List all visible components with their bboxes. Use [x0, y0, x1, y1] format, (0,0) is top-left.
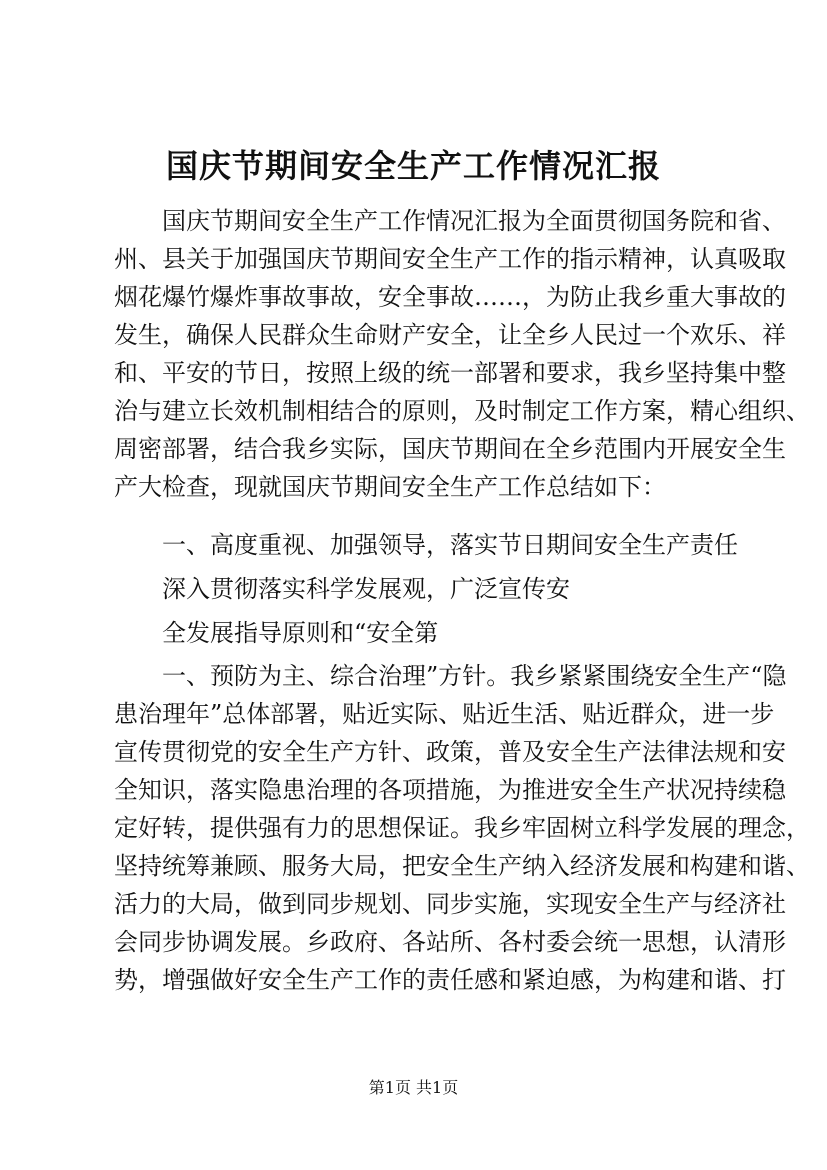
page-footer: 第1页 共1页	[368, 1078, 459, 1097]
body-line: 产大检查，现就国庆节期间安全生产工作总结如下：	[114, 473, 666, 501]
body-line: 和、平安的节日，按照上级的统一部署和要求，我乡坚持集中整	[114, 359, 786, 387]
body-line: 发生，确保人民群众生命财产安全，让全乡人民过一个欢乐、祥	[114, 321, 786, 349]
body-line: 深入贯彻落实科学发展观，广泛宣传安	[162, 575, 570, 603]
section-heading: 一、高度重视、加强领导，落实节日期间安全生产责任	[162, 531, 738, 559]
body-line: 全发展指导原则和“安全第	[162, 619, 439, 647]
body-line: 治与建立长效机制相结合的原则，及时制定工作方案，精心组织、	[114, 397, 810, 425]
body-line: 州、县关于加强国庆节期间安全生产工作的指示精神，认真吸取	[114, 245, 786, 273]
body-line: 会同步协调发展。乡政府、各站所、各村委会统一思想，认清形	[114, 928, 786, 956]
body-line: 活力的大局，做到同步规划、同步实施，实现安全生产与经济社	[114, 890, 786, 918]
body-line: 势，增强做好安全生产工作的责任感和紧迫感，为构建和谐、打	[114, 966, 786, 994]
document-title: 国庆节期间安全生产工作情况汇报	[165, 147, 661, 185]
body-line: 定好转，提供强有力的思想保证。我乡牢固树立科学发展的理念，	[114, 814, 810, 842]
body-line: 烟花爆竹爆炸事故事故，安全事故……，为防止我乡重大事故的	[114, 283, 786, 311]
body-line: 坚持统筹兼顾、服务大局，把安全生产纳入经济发展和构建和谐、	[114, 852, 810, 880]
body-line: 周密部署，结合我乡实际，国庆节期间在全乡范围内开展安全生	[114, 435, 786, 463]
body-line: 全知识，落实隐患治理的各项措施，为推进安全生产状况持续稳	[114, 776, 786, 804]
body-line: 一、预防为主、综合治理”方针。我乡紧紧围绕安全生产“隐	[162, 662, 787, 690]
body-line: 宣传贯彻党的安全生产方针、政策，普及安全生产法律法规和安	[114, 738, 786, 766]
body-line: 国庆节期间安全生产工作情况汇报为全面贯彻国务院和省、	[162, 207, 786, 235]
body-line: 患治理年”总体部署，贴近实际、贴近生活、贴近群众，进一步	[114, 700, 775, 728]
